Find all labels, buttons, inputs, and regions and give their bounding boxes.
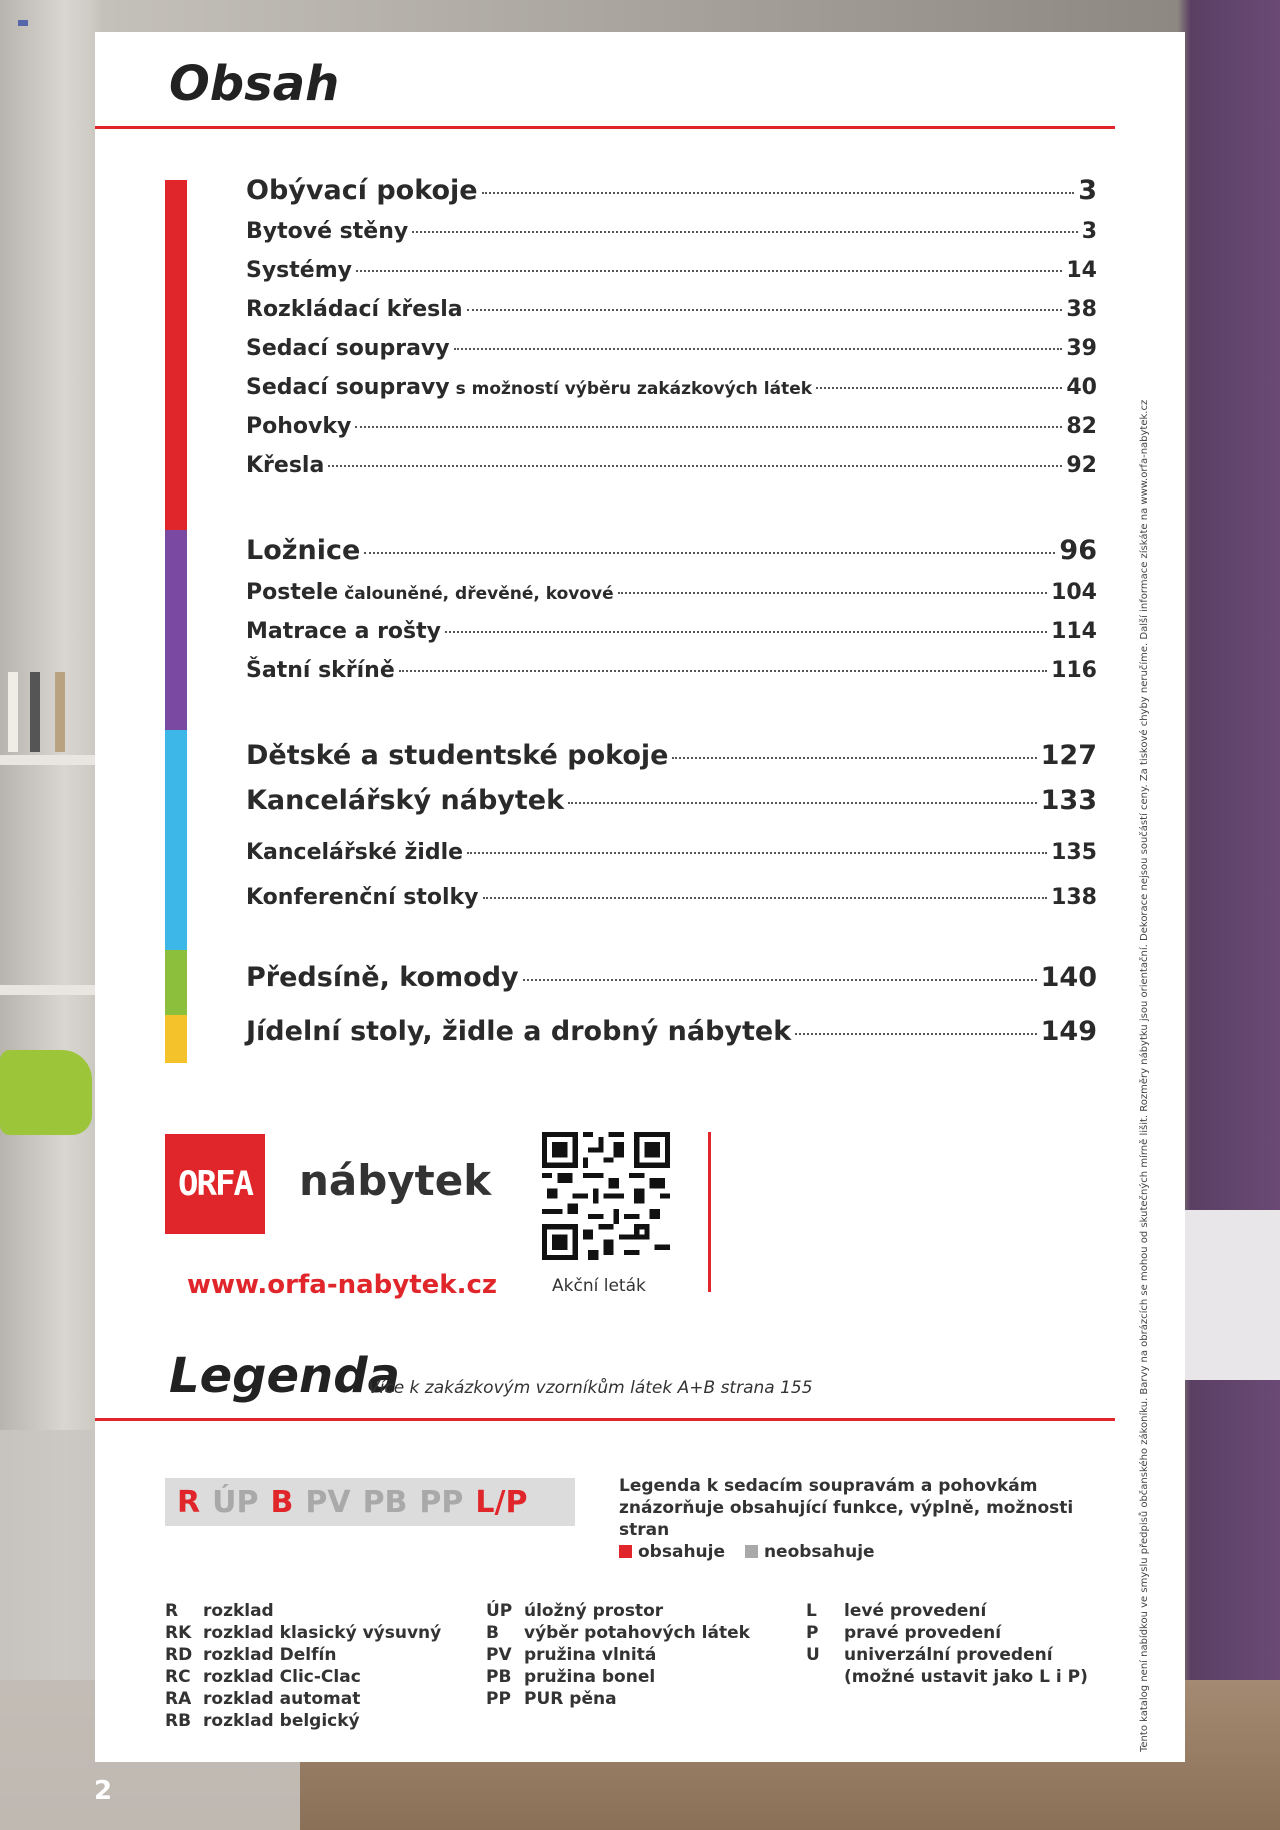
legend-subtitle: Více k zakázkovým vzorníkům látek A+B strana 155	[368, 1378, 813, 1398]
flag-icon	[18, 20, 28, 26]
page-number: 2	[94, 1776, 113, 1806]
toc-row[interactable]: Matrace a rošty 114	[246, 619, 1097, 644]
toc-row[interactable]: Postele čalouněné, dřevěné, kovové 104	[246, 580, 1097, 605]
section-bar-bedroom	[165, 530, 187, 730]
red-square-icon	[619, 1545, 632, 1558]
catalog-page	[95, 32, 1185, 1762]
legend-rule	[95, 1418, 1115, 1421]
qr-code-icon[interactable]	[542, 1132, 670, 1260]
book	[8, 672, 18, 752]
toc-row[interactable]: Pohovky 82	[246, 414, 1097, 439]
cabinet	[1185, 1210, 1280, 1380]
toc-row[interactable]: Bytové stěny 3	[246, 219, 1097, 244]
book	[55, 672, 65, 752]
toc-row[interactable]: Rozkládací křesla 38	[246, 297, 1097, 322]
toc-row[interactable]: Kancelářské židle 135	[246, 840, 1097, 865]
orfa-logo: ORFA	[165, 1134, 265, 1234]
contents-title: Obsah	[169, 56, 340, 112]
toc-row[interactable]: Obývací pokoje 3	[246, 175, 1097, 206]
legend-code: L/P	[475, 1484, 528, 1520]
legend-strip	[165, 1478, 575, 1526]
abbreviation-list: L levé provedení P pravé provedení U univerzální provedení (možné ustavit jako L i P)	[806, 1601, 1088, 1687]
shelf	[0, 755, 95, 765]
legend-code: B	[270, 1484, 294, 1520]
toc-row[interactable]: Systémy 14	[246, 258, 1097, 283]
disclaimer-text: Tento katalog není nabídkou ve smyslu předpisů občanského zákoníku. Barvy na obrázcích se mohou od skutečných mírně lišit. Rozměry nábytku jsou orientační. Dekorace nejsou součástí ceny. Za tiskové chyby neručíme. Další informace získáte na www.orfa-nabytek.cz	[1139, 399, 1150, 1752]
green-chair	[0, 1050, 92, 1135]
abbreviation-list: ÚP úložný prostor B výběr potahových látek PV pružina vlnitá PB pružina bonel PP PUR pěna	[486, 1601, 750, 1709]
toc-row[interactable]: Šatní skříně 116	[246, 658, 1097, 683]
toc-row[interactable]: Sedací soupravy s možností výběru zakázkových látek 40	[246, 375, 1097, 400]
toc-row[interactable]: Dětské a studentské pokoje 127	[246, 740, 1097, 771]
title-rule	[95, 126, 1115, 129]
gray-square-icon	[745, 1545, 758, 1558]
website-link[interactable]: www.orfa-nabytek.cz	[187, 1270, 497, 1300]
brand-name: nábytek	[299, 1156, 492, 1205]
qr-label: Akční leták	[552, 1276, 646, 1296]
toc-row[interactable]: Předsíně, komody 140	[246, 962, 1097, 993]
toc-row[interactable]: Jídelní stoly, židle a drobný nábytek 149	[246, 1016, 1097, 1047]
legend-code: PV	[305, 1484, 351, 1520]
legend-code: PB	[362, 1484, 408, 1520]
book	[30, 672, 40, 752]
shelf	[0, 985, 95, 995]
abbreviation-list: R rozklad RK rozklad klasický výsuvný RD rozklad Delfín RC rozklad Clic-Clac RA rozklad automat RB rozklad belgický	[165, 1601, 442, 1731]
legend-code: R	[177, 1484, 201, 1520]
section-bar-living	[165, 180, 187, 530]
divider	[708, 1132, 711, 1292]
section-bar-dining	[165, 1015, 187, 1063]
toc-row[interactable]: Sedací soupravy 39	[246, 336, 1097, 361]
legend-code: ÚP	[212, 1484, 259, 1520]
toc-row[interactable]: Kancelářský nábytek 133	[246, 785, 1097, 816]
toc-row[interactable]: Křesla 92	[246, 453, 1097, 478]
legend-code: PP	[419, 1484, 464, 1520]
toc-row[interactable]: Ložnice 96	[246, 535, 1097, 566]
toc-row[interactable]: Konferenční stolky 138	[246, 885, 1097, 910]
legend-description: Legenda k sedacím soupravám a pohovkám znázorňuje obsahující funkce, výplně, možnosti stran obsahuje neobsahuje	[619, 1476, 1074, 1562]
section-bar-kids	[165, 730, 187, 950]
legend-title: Legenda	[169, 1348, 400, 1404]
section-bar-hall	[165, 950, 187, 1015]
